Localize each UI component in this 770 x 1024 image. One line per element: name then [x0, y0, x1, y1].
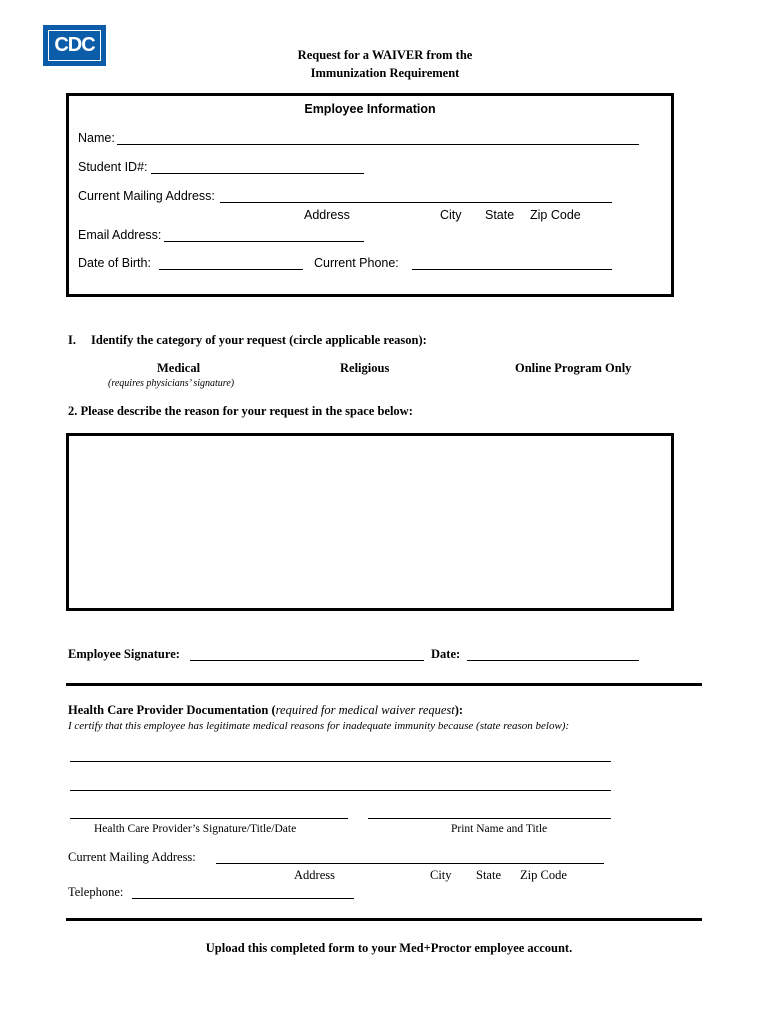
email-input[interactable]	[164, 228, 364, 242]
provider-heading-italic: required for medical waiver request	[275, 703, 455, 717]
state-sublabel: State	[485, 208, 515, 222]
employee-signature-label: Employee Signature:	[68, 647, 180, 661]
provider-certify-text: I certify that this employee has legitimate medical reasons for inadequate immunity because (state reason below):	[68, 720, 570, 732]
print-name-label: Print Name and Title	[451, 823, 548, 835]
employee-signature-input[interactable]	[190, 647, 424, 661]
section2-heading: 2. Please describe the reason for your request in the space below:	[68, 404, 413, 418]
provider-heading-end: ):	[454, 703, 464, 717]
provider-zip-sublabel: Zip Code	[520, 868, 567, 882]
reason-box	[66, 433, 674, 611]
provider-city-sublabel: City	[430, 868, 452, 882]
provider-state-sublabel: State	[476, 868, 501, 882]
phone-input[interactable]	[412, 256, 612, 270]
signature-date-input[interactable]	[467, 647, 639, 661]
form-title-line2: Immunization Requirement	[310, 66, 460, 80]
dob-label: Date of Birth:	[78, 256, 151, 270]
signature-date-label: Date:	[431, 647, 461, 661]
option-online-program[interactable]: Online Program Only	[515, 361, 632, 375]
medical-note: (requires physicians’ signature)	[108, 378, 235, 389]
email-label: Email Address:	[78, 228, 162, 242]
name-label: Name:	[78, 131, 115, 145]
provider-reason-line-2[interactable]	[70, 777, 611, 791]
cdc-logo-text: CDC	[48, 30, 101, 61]
provider-telephone-label: Telephone:	[68, 885, 124, 899]
provider-signature-input[interactable]	[70, 805, 348, 819]
city-sublabel: City	[440, 208, 462, 222]
section1-heading: Identify the category of your request (circle applicable reason):	[91, 333, 427, 347]
address-sublabel: Address	[304, 208, 350, 222]
zip-sublabel: Zip Code	[530, 208, 581, 222]
provider-signature-label: Health Care Provider’s Signature/Title/Date	[94, 823, 297, 835]
footer-divider	[66, 918, 702, 921]
student-id-label: Student ID#:	[78, 160, 148, 174]
provider-telephone-input[interactable]	[132, 885, 354, 899]
provider-address-sublabel: Address	[294, 868, 335, 882]
option-medical[interactable]: Medical	[157, 361, 201, 375]
mailing-address-label: Current Mailing Address:	[78, 189, 215, 203]
name-input[interactable]	[117, 131, 639, 145]
reason-textarea[interactable]	[72, 439, 672, 609]
section1-number: I.	[68, 333, 76, 347]
upload-instruction: Upload this completed form to your Med+Proctor employee account.	[205, 941, 573, 955]
provider-heading	[68, 703, 463, 718]
provider-mailing-input[interactable]	[216, 850, 604, 864]
section-divider	[66, 683, 702, 686]
provider-print-name-input[interactable]	[368, 805, 611, 819]
mailing-address-input[interactable]	[220, 189, 612, 203]
employee-info-heading: Employee Information	[304, 102, 436, 116]
provider-reason-line-1[interactable]	[70, 748, 611, 762]
provider-mailing-label: Current Mailing Address:	[68, 850, 196, 864]
dob-input[interactable]	[159, 256, 303, 270]
provider-heading-start: Health Care Provider Documentation (	[68, 703, 276, 717]
form-title-line1: Request for a WAIVER from the	[297, 48, 473, 62]
student-id-input[interactable]	[151, 160, 364, 174]
phone-label: Current Phone:	[314, 256, 399, 270]
option-religious[interactable]: Religious	[340, 361, 390, 375]
